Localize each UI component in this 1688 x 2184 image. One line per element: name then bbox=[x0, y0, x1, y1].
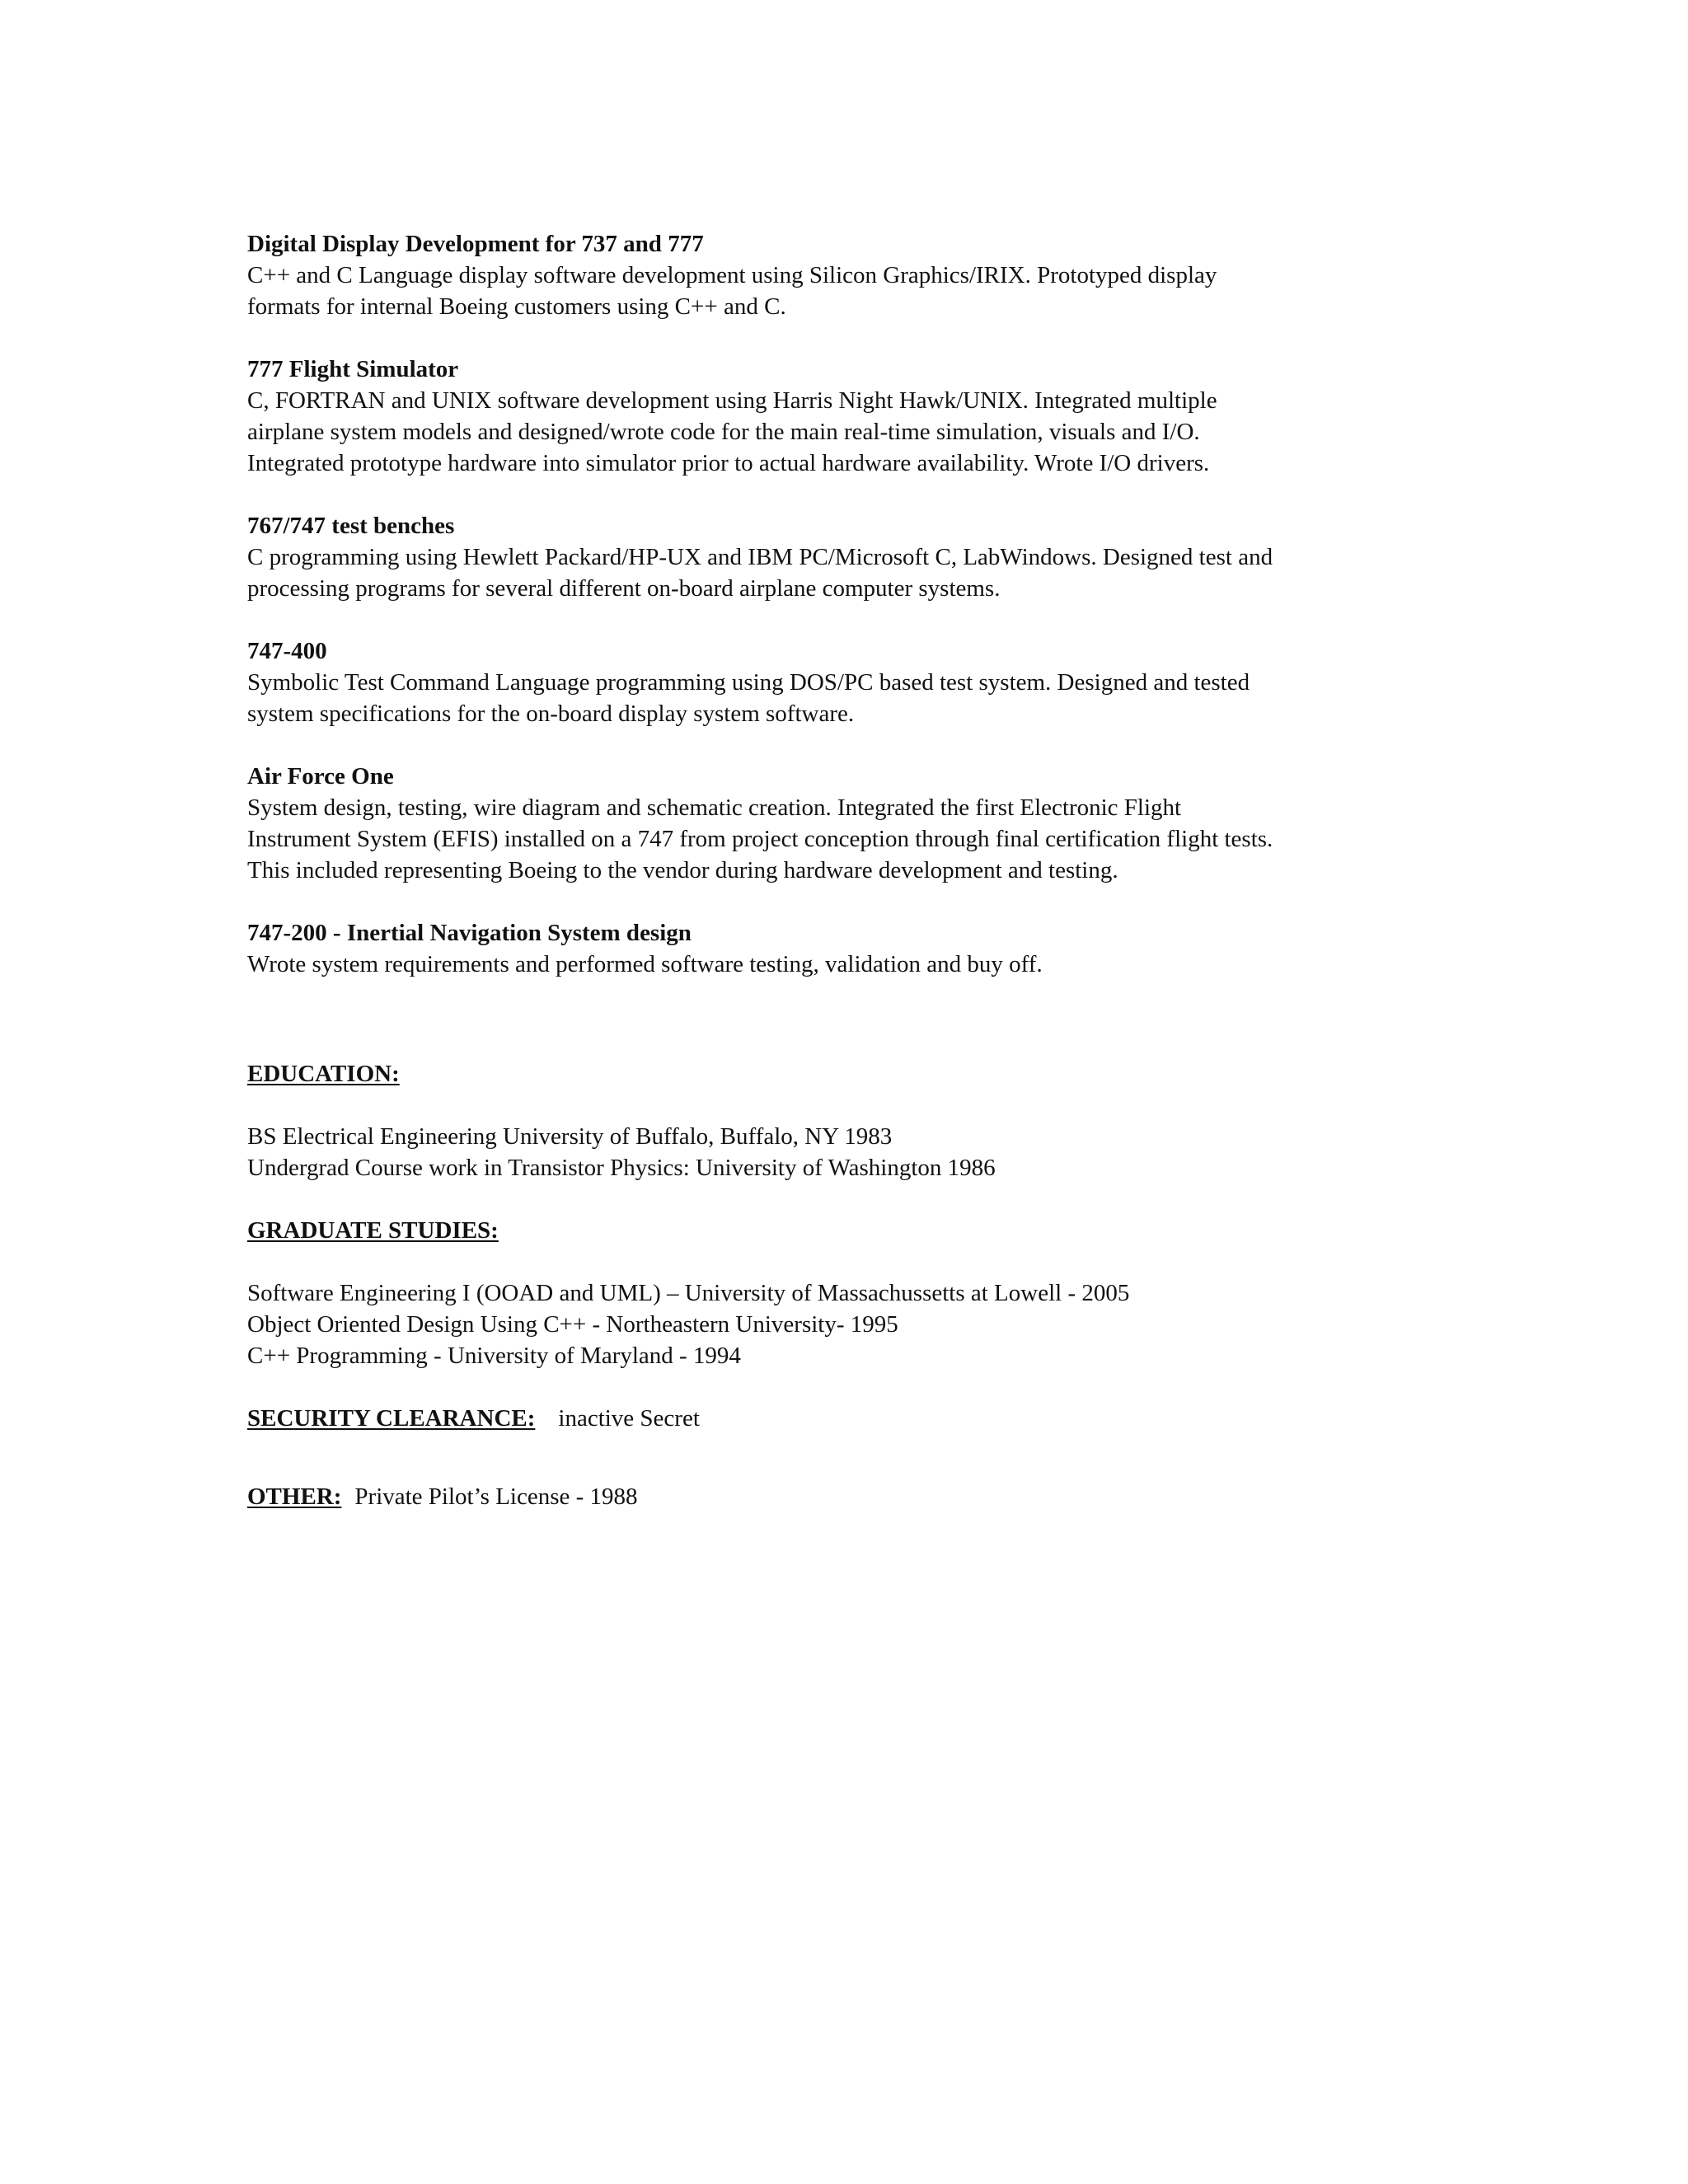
job-title: 747-400 bbox=[247, 638, 327, 664]
education-section bbox=[247, 1058, 1451, 1183]
education-heading: EDUCATION: bbox=[247, 1061, 400, 1087]
experience-item bbox=[247, 635, 1451, 729]
spacer bbox=[247, 1246, 1451, 1277]
job-title: Air Force One bbox=[247, 763, 394, 790]
experience-item bbox=[247, 510, 1451, 604]
job-title: 747-200 - Inertial Navigation System design bbox=[247, 920, 692, 946]
other-value: Private Pilot’s License - 1988 bbox=[354, 1483, 638, 1510]
other-heading: OTHER: bbox=[247, 1483, 342, 1510]
job-description-line: Integrated prototype hardware into simulator prior to actual hardware availability. Wrote I/O drivers. bbox=[247, 450, 1210, 476]
job-description-line: airplane system models and designed/wrote code for the main real-time simulation, visuals and I/O. bbox=[247, 419, 1200, 445]
experience-item bbox=[247, 761, 1451, 886]
job-title: 767/747 test benches bbox=[247, 513, 455, 539]
spacer bbox=[247, 1371, 1451, 1403]
security-clearance-section bbox=[247, 1403, 1451, 1434]
graduate-studies-line: C++ Programming - University of Maryland - 1994 bbox=[247, 1343, 741, 1369]
spacer bbox=[247, 980, 1451, 1027]
spacer bbox=[247, 1183, 1451, 1215]
education-line: BS Electrical Engineering University of Buffalo, Buffalo, NY 1983 bbox=[247, 1123, 893, 1150]
job-description-line: Instrument System (EFIS) installed on a 747 from project conception through final certification flight tests. bbox=[247, 826, 1273, 852]
spacer bbox=[247, 1434, 1451, 1481]
graduate-studies-section bbox=[247, 1215, 1451, 1371]
spacer bbox=[247, 1090, 1451, 1121]
graduate-studies-line: Object Oriented Design Using C++ - Northeastern University- 1995 bbox=[247, 1311, 898, 1338]
graduate-studies-heading: GRADUATE STUDIES: bbox=[247, 1217, 499, 1244]
job-description-line: C programming using Hewlett Packard/HP-UX and IBM PC/Microsoft C, LabWindows. Designed test and bbox=[247, 544, 1273, 570]
experience-item bbox=[247, 354, 1451, 479]
education-line: Undergrad Course work in Transistor Physics: University of Washington 1986 bbox=[247, 1155, 996, 1181]
graduate-studies-line: Software Engineering I (OOAD and UML) – University of Massachussetts at Lowell - 2005 bbox=[247, 1280, 1130, 1306]
job-description-line: system specifications for the on-board display system software. bbox=[247, 701, 855, 727]
job-description-line: System design, testing, wire diagram and schematic creation. Integrated the first Electronic Flight bbox=[247, 794, 1182, 821]
other-section bbox=[247, 1481, 1451, 1512]
security-clearance-value: inactive Secret bbox=[558, 1405, 700, 1432]
job-description-line: This included representing Boeing to the vendor during hardware development and testing. bbox=[247, 857, 1118, 883]
experience-item bbox=[247, 917, 1451, 980]
experience-item bbox=[247, 228, 1451, 322]
job-description-line: Symbolic Test Command Language programming using DOS/PC based test system. Designed and tested bbox=[247, 669, 1250, 696]
job-title: 777 Flight Simulator bbox=[247, 356, 459, 382]
job-description-line: formats for internal Boeing customers using C++ and C. bbox=[247, 293, 786, 320]
spacer bbox=[247, 1027, 1451, 1058]
job-title: Digital Display Development for 737 and 777 bbox=[247, 231, 704, 257]
security-clearance-heading: SECURITY CLEARANCE: bbox=[247, 1405, 536, 1432]
job-description-line: processing programs for several different on-board airplane computer systems. bbox=[247, 575, 1001, 602]
job-description-line: C++ and C Language display software development using Silicon Graphics/IRIX. Prototyped display bbox=[247, 262, 1217, 288]
job-description-line: C, FORTRAN and UNIX software development using Harris Night Hawk/UNIX. Integrated multiple bbox=[247, 387, 1217, 414]
job-description-line: Wrote system requirements and performed software testing, validation and buy off. bbox=[247, 951, 1043, 977]
resume-content bbox=[247, 228, 1451, 1512]
